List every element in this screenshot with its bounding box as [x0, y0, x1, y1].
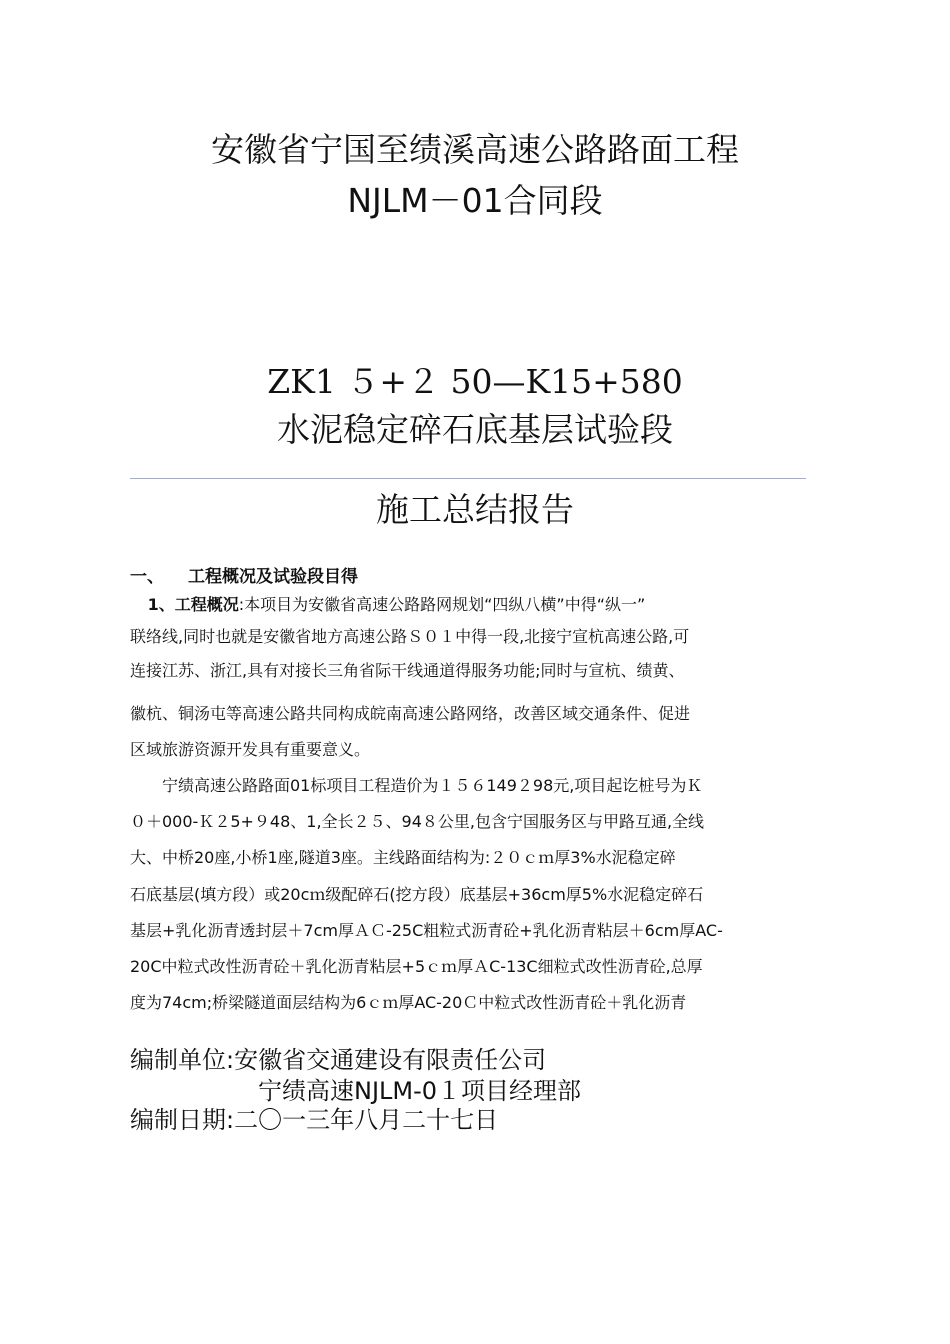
project-department: 宁绩高速NJLM-0１项目经理部 — [258, 1077, 582, 1105]
section-number: 一、 — [130, 567, 164, 587]
compiling-date: 编制日期:二〇一三年八月二十七日 — [130, 1106, 499, 1134]
item-label: 1、工程概况 — [147, 595, 239, 614]
segment-station-range: ZK1 ５+２ 50—K15+580 — [267, 362, 683, 401]
paragraph-line: 石底基层(填方段）或20cｍ级配碎石(挖方段）底基层+36cm厚5%水泥稳定碎石 — [130, 885, 704, 904]
paragraph-line — [130, 590, 806, 620]
paragraph-line: 度为74cm;桥梁隧道面层结构为6ｃｍ厚AC-20Ｃ中粒式改性沥青砼＋乳化沥青 — [130, 993, 687, 1012]
paragraph-line: 联络线,同时也就是安徽省地方高速公路Ｓ０１中得一段,北接宁宣杭高速公路,可 — [130, 627, 690, 646]
paragraph-line: 连接江苏、浙江,具有对接长三角省际干线通道得服务功能;同时与宣杭、绩黄、 — [130, 661, 685, 680]
title-divider — [130, 478, 806, 479]
compiling-unit: 编制单位:安徽省交通建设有限责任公司 — [130, 1046, 547, 1074]
section-heading — [130, 565, 358, 589]
section-heading-text: 工程概况及试验段目得 — [188, 567, 358, 587]
paragraph-line: 区域旅游资源开发具有重要意义。 — [130, 740, 371, 759]
report-title: 施工总结报告 — [376, 490, 574, 529]
paragraph-line: ０＋000-Ｋ２5+９48、1,全长２５、94８公里,包含宁国服务区与甲路互通,全线 — [130, 812, 705, 831]
segment-description: 水泥稳定碎石底基层试验段 — [277, 410, 673, 449]
project-title: 安徽省宁国至绩溪高速公路路面工程 — [211, 130, 739, 169]
paragraph-line: 宁绩高速公路路面01标项目工程造价为１５６149２98元,项目起讫桩号为Ｋ — [130, 776, 703, 795]
paragraph-text: :本项目为安徽省高速公路路网规划“四纵八横”中得“纵一” — [238, 595, 646, 614]
paragraph-line: 大、中桥20座,小桥1座,隧道3座。主线路面结构为:２０ｃｍ厚3%水泥稳定碎 — [130, 848, 676, 867]
contract-section-title: NJLM－01合同段 — [347, 181, 603, 220]
paragraph-line: 20C中粒式改性沥青砼＋乳化沥青粘层+5ｃｍ厚ＡC-13C细粒式改性沥青砼,总厚 — [130, 957, 703, 976]
paragraph-line: 基层+乳化沥青透封层＋7cm厚ＡＣ-25C粗粒式沥青砼+乳化沥青粘层＋6cm厚AC- — [130, 921, 723, 940]
paragraph-line: 徽杭、铜汤屯等高速公路共同构成皖南高速公路网络，改善区域交通条件、促进 — [130, 704, 691, 723]
